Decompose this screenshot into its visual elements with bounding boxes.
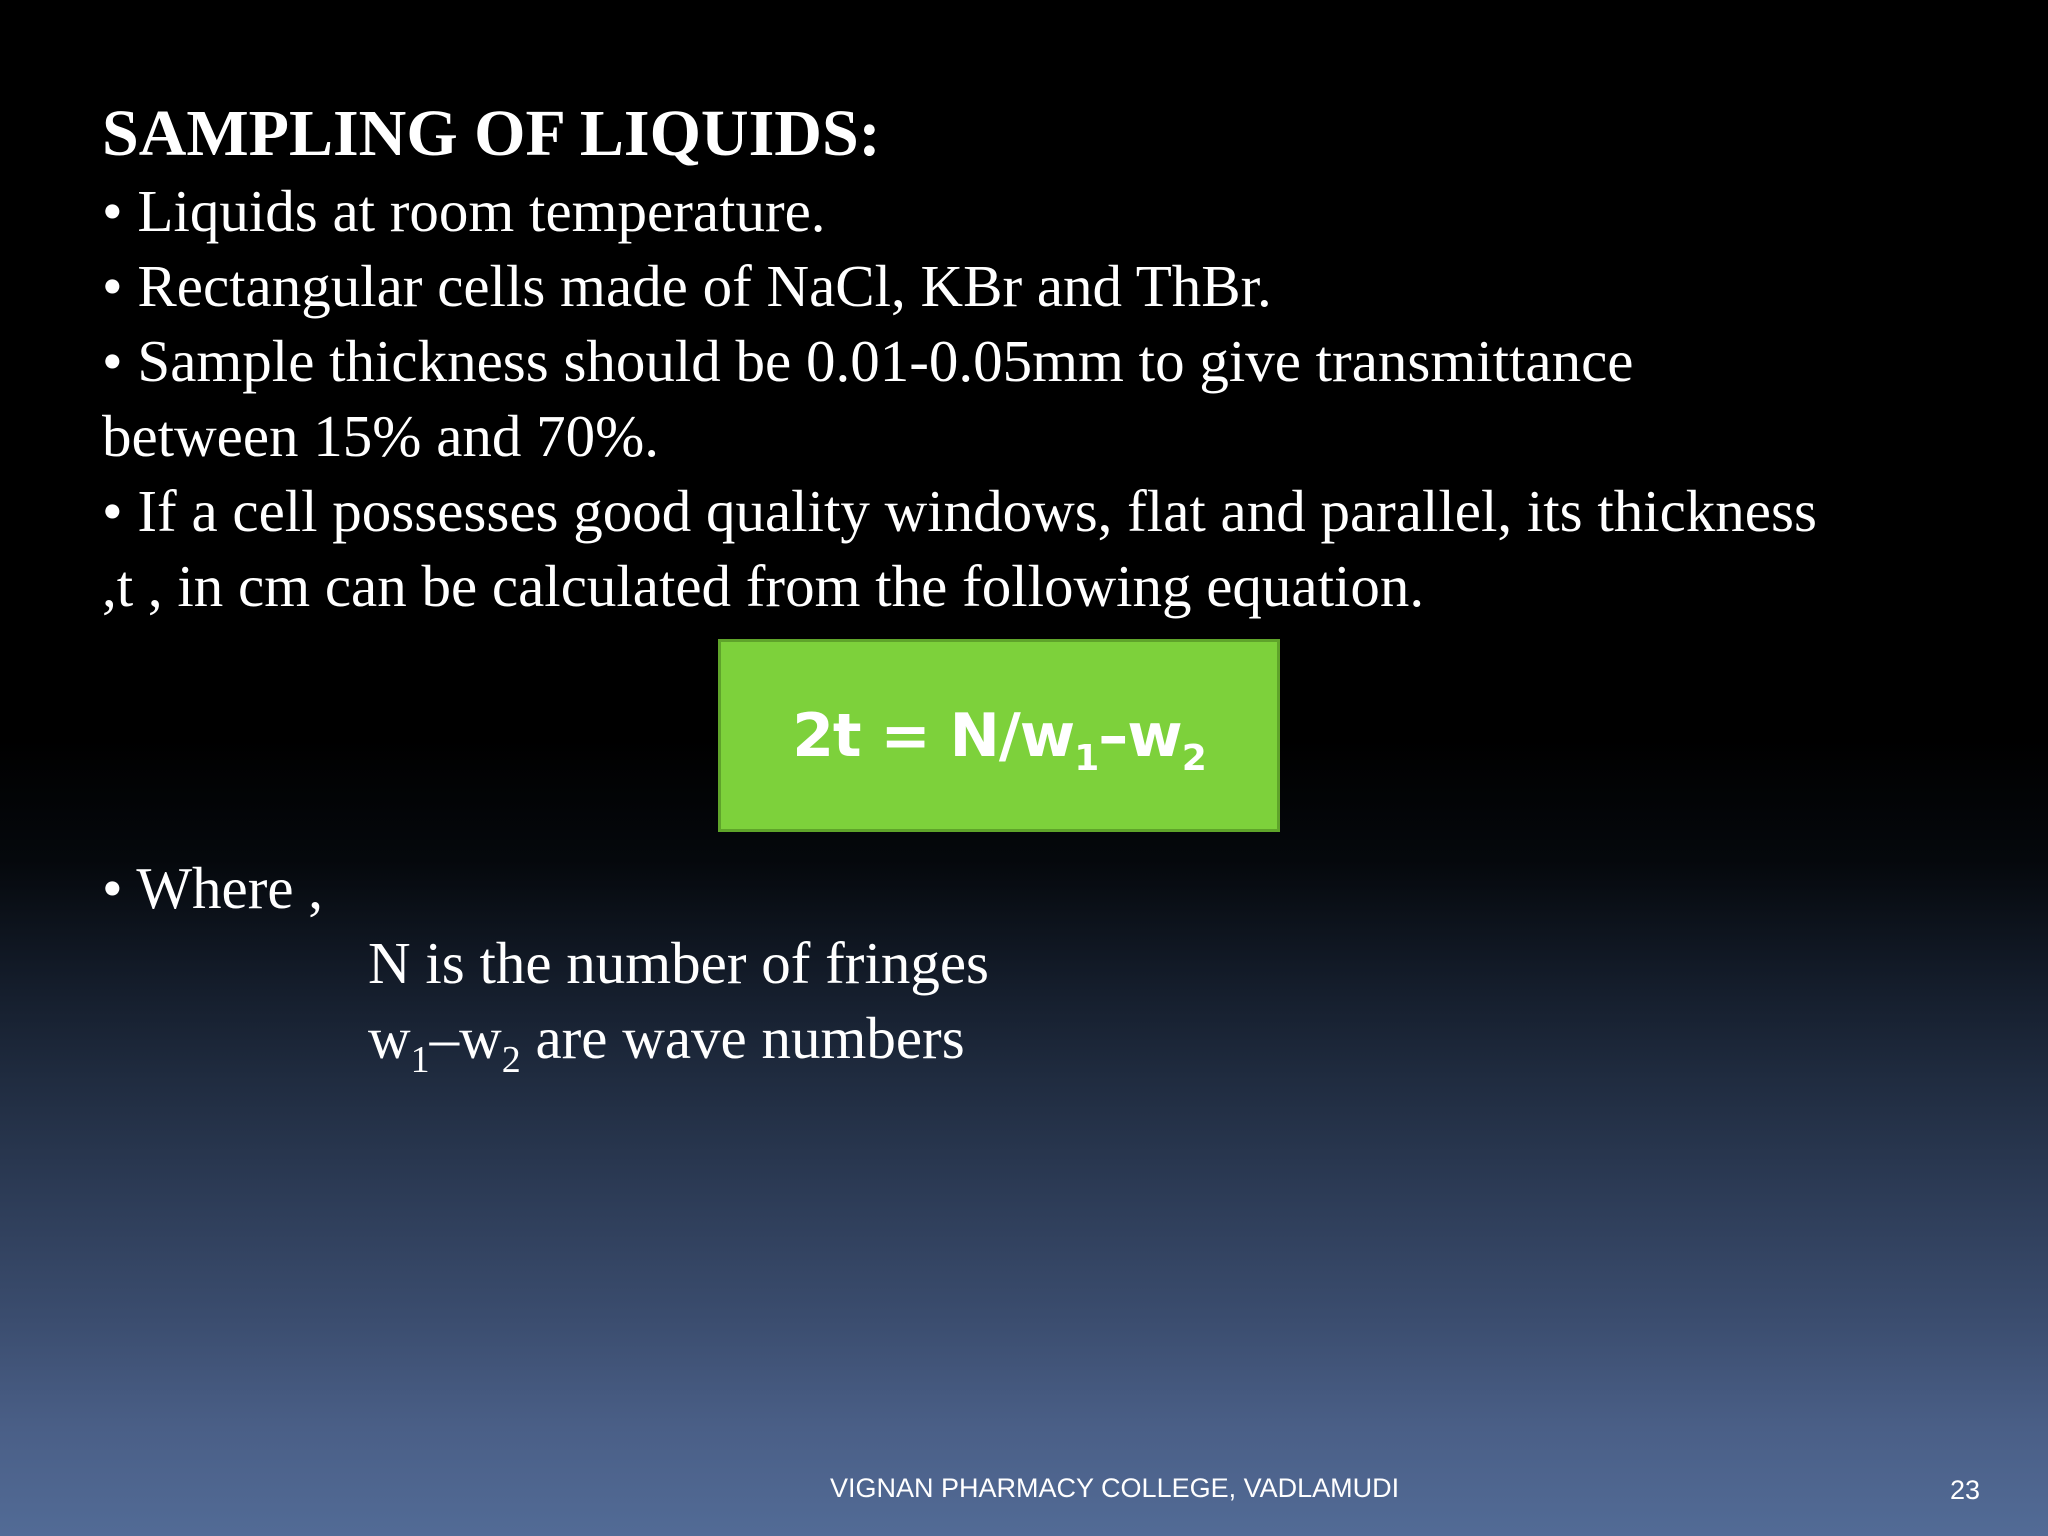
bullet-line: • Sample thickness should be 0.01-0.05mm to give transmittance bbox=[102, 328, 1634, 394]
w-sub2: 2 bbox=[501, 1039, 521, 1081]
w-sub1: 1 bbox=[410, 1039, 430, 1081]
where-definition-w bbox=[102, 1001, 989, 1081]
where-label: • Where , bbox=[102, 855, 324, 921]
formula bbox=[792, 700, 1206, 779]
formula-dash: –w bbox=[1098, 700, 1182, 771]
w-description: are wave numbers bbox=[520, 1005, 965, 1071]
formula-sub2: 2 bbox=[1181, 737, 1206, 779]
formula-box bbox=[718, 639, 1280, 832]
bullet-continuation: ,t , in cm can be calculated from the following equation. bbox=[102, 553, 1425, 619]
formula-sub1: 1 bbox=[1074, 737, 1099, 779]
bullet-continuation: between 15% and 70%. bbox=[102, 403, 660, 469]
bullet-line: • If a cell possesses good quality windows, flat and parallel, its thickness bbox=[102, 478, 1817, 544]
slide-title: SAMPLING OF LIQUIDS: bbox=[102, 97, 881, 170]
where-definition-n: N is the number of fringes bbox=[368, 930, 989, 996]
bullet-line: • Liquids at room temperature. bbox=[102, 178, 826, 244]
where-block bbox=[102, 851, 989, 1081]
page-number: 23 bbox=[1949, 1475, 1980, 1505]
w-symbol: w bbox=[368, 1005, 411, 1071]
bullet-list bbox=[102, 174, 2002, 624]
slide-footer: VIGNAN PHARMACY COLLEGE, VADLAMUDI bbox=[830, 1473, 1400, 1503]
formula-main: 2t = N/w bbox=[792, 700, 1075, 771]
bullet-line: • Rectangular cells made of NaCl, KBr and ThBr. bbox=[102, 253, 1272, 319]
w-dash: –w bbox=[429, 1005, 502, 1071]
